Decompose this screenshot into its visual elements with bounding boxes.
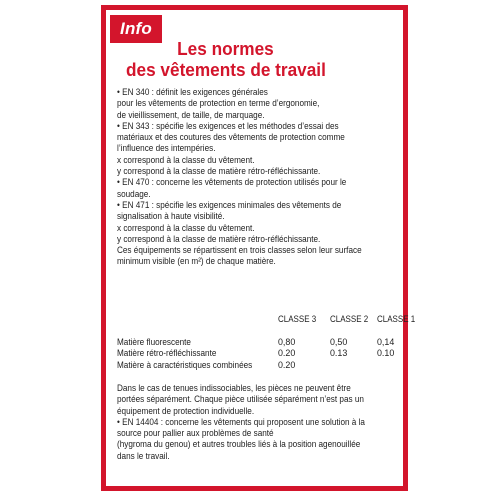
table-cell: 0,80 — [278, 336, 296, 347]
table-cell: 0.20 — [278, 359, 296, 370]
text-line: pour les vêtements de protection en terme d’ergonomie, — [117, 98, 320, 109]
table-cell: 0,14 — [377, 336, 395, 347]
text-line: équipement de protection individuelle. — [117, 405, 255, 416]
text-line: dans le travail. — [117, 450, 170, 461]
table-row — [117, 348, 407, 360]
info-card — [101, 5, 416, 491]
text-line: x correspond à la classe du vêtement. — [117, 154, 255, 165]
table-header-classe-1: CLASSE 1 — [377, 314, 416, 324]
outro-text — [117, 383, 393, 462]
table-row-label: Matière rétro-réfléchissante — [117, 348, 217, 359]
text-line: Ces équipements se répartissent en trois classes selon leur surface — [117, 245, 362, 256]
text-line: source pour pallier aux problèmes de santé — [117, 428, 274, 439]
text-line: • EN 470 : concerne les vêtements de protection utilisés pour le — [117, 177, 347, 188]
table-header-classe-3: CLASSE 3 — [278, 314, 317, 324]
table-cell: 0,50 — [330, 336, 348, 347]
intro-text — [117, 87, 393, 268]
text-line: y correspond à la classe de matière rétro-réfléchissante. — [117, 233, 321, 244]
table-header-classe-2: CLASSE 2 — [330, 314, 369, 324]
text-line: signalisation à haute visibilité. — [117, 211, 225, 222]
table-header-row — [117, 314, 416, 326]
text-line: portées séparément. Chaque pièce utilisée séparément n’est pas un — [117, 394, 364, 405]
text-line: • EN 340 : définit les exigences générales — [117, 87, 268, 97]
text-line: soudage. — [117, 188, 151, 199]
text-line: (hygroma du genou) et autres troubles liés à la position agenouillée — [117, 439, 361, 450]
table-row — [117, 337, 407, 349]
title-line-1: Les normes — [177, 38, 274, 59]
text-line: Dans le cas de tenues indissociables, les pièces ne peuvent être — [117, 383, 351, 393]
text-line: l’influence des intempéries. — [117, 143, 216, 154]
table-cell: 0.20 — [278, 348, 296, 359]
table-row-label: Matière fluorescente — [117, 336, 191, 347]
page-title — [126, 38, 382, 80]
table-row — [117, 360, 407, 372]
table-cell: 0.13 — [330, 348, 348, 359]
classes-table — [117, 314, 416, 371]
text-line: matériaux et des coutures des vêtements de protection comme — [117, 132, 345, 143]
text-line: x correspond à la classe du vêtement. — [117, 222, 255, 233]
table-row-label: Matière à caractéristiques combinées — [117, 359, 253, 370]
text-line: minimum visible (en m²) de chaque matière. — [117, 256, 276, 267]
text-line: de vieillissement, de taille, de marquage. — [117, 109, 265, 120]
info-badge: Info — [110, 15, 162, 43]
text-line: y correspond à la classe de matière rétro-réfléchissante. — [117, 166, 321, 177]
text-line: • EN 343 : spécifie les exigences et les méthodes d’essai des — [117, 120, 339, 131]
text-line: • EN 14404 : concerne les vêtements qui proposent une solution à la — [117, 416, 365, 427]
text-line: • EN 471 : spécifie les exigences minimales des vêtements de — [117, 199, 342, 210]
table-cell: 0.10 — [377, 348, 395, 359]
title-line-2: des vêtements de travail — [126, 59, 326, 80]
